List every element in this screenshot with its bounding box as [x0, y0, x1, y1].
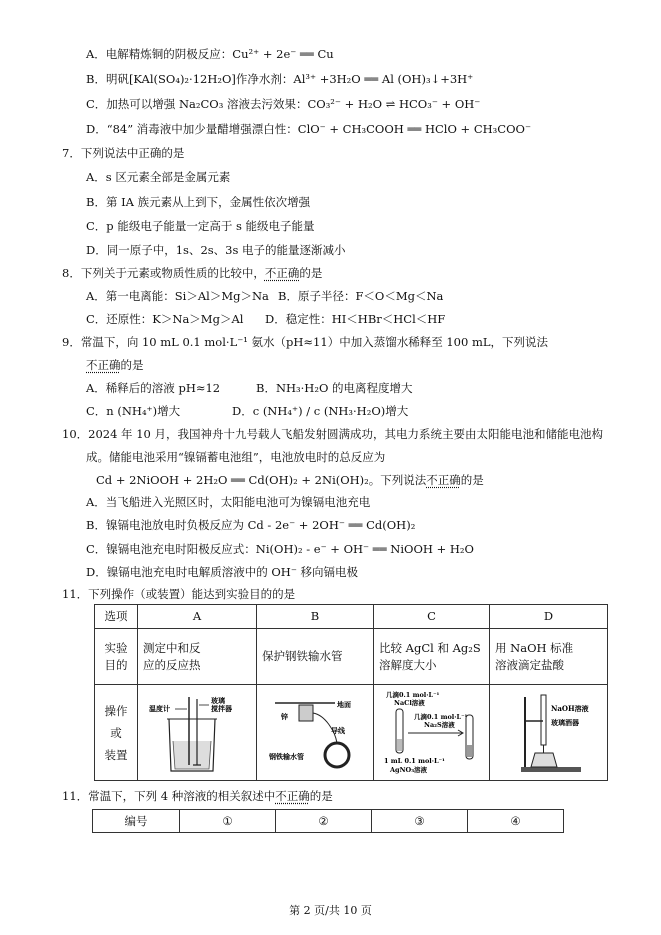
purpose-b-1: 保护钢铁输水管: [262, 649, 343, 663]
q10-stem-line1: 10．2024 年 10 月，我国神舟十九号载人飞船发射圆满成功，其电力系统主要由太阳能电池和储能电池构: [62, 427, 603, 441]
q11-stem: 11．下列操作（或装置）能达到实验目的的是: [62, 587, 296, 601]
apparatus-d: [490, 685, 608, 781]
solution-1: ①: [180, 810, 276, 833]
purpose-a-2: 应的反应热: [143, 657, 201, 672]
header-a: A: [138, 605, 257, 629]
q10-option-d: D．镍镉电池充电时电解质溶液中的 OH⁻ 移向镉电极: [86, 565, 359, 579]
precipitation-diagram: [382, 689, 482, 777]
q10-equation: Cd + 2NiOOH + 2H₂O ══ Cd(OH)₂ + 2Ni(OH)₂。下列说法: [96, 473, 427, 487]
apparatus-c: [374, 685, 490, 781]
q11b-stem-a: 11．常温下，下列 4 种溶液的相关叙述中: [62, 789, 276, 803]
solution-table: [92, 809, 564, 833]
solution-3: ③: [372, 810, 468, 833]
q10-stem-line2: 成。储能电池采用“镍镉蓄电池组”，电池放电时的总反应为: [86, 450, 386, 464]
purpose-d-2: 溶液滴定盐酸: [495, 657, 564, 672]
apparatus-b: [257, 685, 374, 781]
q11b-emphasis: 不正确: [275, 789, 310, 803]
calorimeter-diagram: [147, 691, 247, 775]
purpose-c-2: 溶解度大小: [379, 657, 437, 672]
nacl-label: NaCl溶液: [393, 698, 425, 707]
q10-stem-line3: [96, 472, 484, 488]
q9-option-d: D．c (NH₄⁺) / c (NH₃·H₂O)增大: [232, 404, 409, 418]
purpose-a-1: 测定中和反: [143, 640, 201, 655]
header-c: C: [374, 605, 490, 629]
q11b-stem-c: 的是: [309, 789, 333, 803]
apparatus-label-3: 装置: [104, 747, 128, 762]
pipe-label: 钢铁输水管: [269, 751, 304, 761]
q9-emphasis: 不正确: [86, 358, 121, 372]
q7-stem: 7．下列说法中正确的是: [62, 146, 185, 160]
purpose-d-1: 用 NaOH 标准: [495, 640, 574, 655]
q8-stem-a: 8．下列关于元素或物质性质的比较中，: [62, 266, 265, 280]
zinc-label: 锌: [281, 711, 288, 721]
q7-option-b: B．第 IA 族元素从上到下，金属性依次增强: [86, 195, 311, 209]
purpose-d: [490, 629, 608, 685]
q9-stem-line2: [86, 357, 144, 373]
purpose-label: [95, 629, 138, 685]
q8-stem: [62, 265, 322, 281]
q10-option-c: C．镍镉电池充电时阳极反应式：Ni(OH)₂ - e⁻ + OH⁻ ══ NiOOH + H₂O: [86, 542, 474, 556]
purpose-a: [138, 629, 257, 685]
page-number: 第 2 页/共 10 页: [289, 904, 372, 917]
q8-option-d: D．稳定性：HI＜HBr＜HCl＜HF: [265, 312, 446, 326]
purpose-c: [374, 629, 490, 685]
q9-option-a: A．稀释后的溶液 pH≈12: [86, 381, 221, 395]
q10-emphasis: 不正确: [426, 473, 461, 487]
q6-option-b: B．明矾[KAl(SO₄)₂·12H₂O]作净水剂：Al³⁺ +3H₂O ══ Al (OH)₃↓+3H⁺: [86, 72, 474, 86]
solution-2: ②: [276, 810, 372, 833]
q8-emphasis: 不正确: [264, 266, 300, 280]
solution-header-row: [93, 810, 564, 833]
apparatus-label-2: 或: [110, 725, 122, 740]
purpose-row: [95, 629, 608, 685]
q10-option-a: A．当飞船进入光照区时，太阳能电池可为镍镉电池充电: [86, 495, 371, 509]
q7-option-a: A．s 区元素全部是金属元素: [86, 170, 231, 184]
agno3-vol-label: 1 mL 0.1 mol·L⁻¹: [383, 756, 445, 765]
q8-stem-c: 的是: [299, 266, 323, 280]
na2s-drops-label: 几滴0.1 mol·L⁻¹: [413, 712, 467, 721]
header-b: B: [257, 605, 374, 629]
q11b-stem: [62, 788, 333, 804]
wire-label: 导线: [331, 725, 345, 735]
ground-label: 地面: [337, 699, 351, 709]
purpose-label-2: 目的: [104, 657, 128, 672]
purpose-label-1: 实验: [104, 640, 128, 655]
na2s-label: Na₂S溶液: [423, 720, 455, 729]
hcl-label: 玻璃酒器: [550, 717, 579, 727]
apparatus-row: [95, 685, 608, 781]
q6-option-a: A．电解精炼铜的阴极反应：Cu²⁺ + 2e⁻ ══ Cu: [86, 47, 334, 61]
header-d: D: [490, 605, 608, 629]
q10-option-b: B．镍镉电池放电时负极反应为 Cd - 2e⁻ + 2OH⁻ ══ Cd(OH)₂: [86, 518, 416, 532]
header-option: 选项: [95, 605, 138, 629]
apparatus-a: [138, 685, 257, 781]
q8-option-c: C．还原性：K＞Na＞Mg＞Al: [86, 312, 244, 326]
q9-option-c: C．n (NH₄⁺)增大: [86, 404, 181, 418]
q7-option-d: D．同一原子中，1s、2s、3s 电子的能量逐渐减小: [86, 243, 346, 257]
apparatus-label: [95, 685, 138, 781]
naoh-label: NaOH溶液: [550, 703, 589, 713]
purpose-b: [257, 629, 374, 685]
solution-4: ④: [468, 810, 564, 833]
q8-option-b: B．原子半径：F＜O＜Mg＜Na: [278, 289, 444, 303]
agno3-label: AgNO₃溶液: [389, 765, 427, 774]
pipe-protection-diagram: [265, 691, 365, 775]
purpose-c-1: 比较 AgCl 和 Ag₂S: [379, 640, 481, 655]
solution-number-label: 编号: [93, 810, 180, 833]
q10-stem-tail: 的是: [460, 473, 484, 487]
table-header-row: [95, 605, 608, 629]
stirrer-label: 玻璃: [211, 695, 225, 705]
q9-stem-line1: 9．常温下，向 10 mL 0.1 mol·L⁻¹ 氨水（pH≈11）中加入蒸馏水稀释至 100 mL，下列说法: [62, 335, 548, 349]
q9-stem-tail: 的是: [120, 358, 144, 372]
apparatus-label-1: 操作: [104, 703, 128, 718]
q7-option-c: C．p 能级电子能量一定高于 s 能级电子能量: [86, 219, 315, 233]
nacl-drops-label: 几滴0.1 mol·L⁻¹: [385, 690, 439, 699]
q6-option-d: D．“84” 消毒液中加少量醋增强漂白性：ClO⁻ + CH₃COOH ══ HClO + CH₃COO⁻: [86, 122, 532, 136]
q8-option-a: A．第一电离能：Si＞Al＞Mg＞Na: [86, 289, 269, 303]
titration-diagram: [499, 691, 599, 775]
thermometer-label: 温度计: [149, 703, 170, 713]
experiment-table: [94, 604, 608, 781]
q9-option-b: B．NH₃·H₂O 的电离程度增大: [256, 381, 413, 395]
q6-option-c: C．加热可以增强 Na₂CO₃ 溶液去污效果：CO₃²⁻ + H₂O ⇌ HCO₃⁻ + OH⁻: [86, 97, 481, 111]
stirrer-label-2: 搅拌器: [211, 703, 232, 713]
